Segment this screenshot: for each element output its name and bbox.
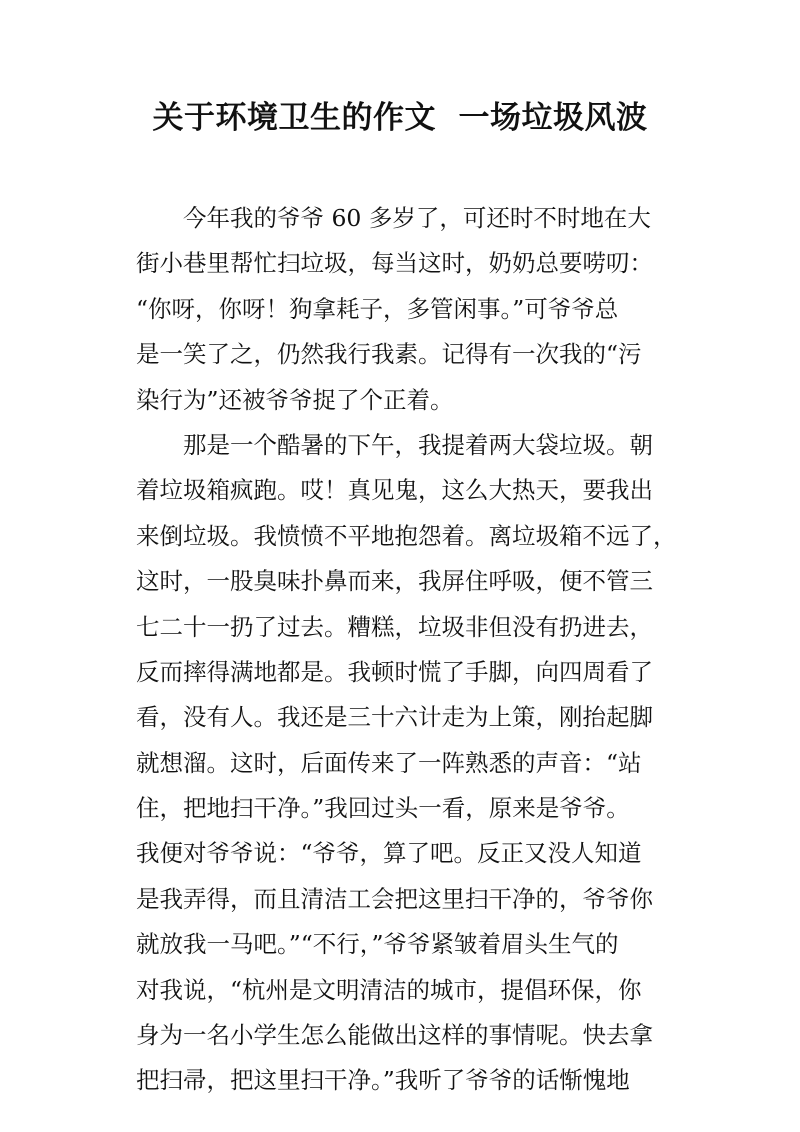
paragraph-1-line-2: 街小巷里帮忙扫垃圾，每当这时，奶奶总要唠叨：	[136, 249, 653, 278]
paragraph-2-line-2: 着垃圾箱疯跑。哎！真见鬼，这么大热天，要我出	[136, 476, 653, 505]
paragraph-2-line-12: 就放我一马吧。”“不行，”爷爷紧皱着眉头生气的	[136, 930, 619, 959]
paragraph-2-line-1: 那是一个酷暑的下午，我提着两大袋垃圾。朝	[183, 430, 653, 459]
paragraph-2-line-5: 七二十一扔了过去。糟糕，垃圾非但没有扔进去，	[136, 612, 653, 641]
paragraph-2-line-4: 这时，一股臭味扑鼻而来，我屏住呼吸，便不管三	[136, 567, 653, 596]
paragraph-1-line-5: 染行为”还被爷爷捉了个正着。	[136, 385, 454, 414]
paragraph-2-line-15: 把扫帚，把这里扫干净。”我听了爷爷的话惭愧地	[136, 1066, 630, 1095]
paragraph-2-line-10: 我便对爷爷说：“爷爷，算了吧。反正又没人知道	[136, 839, 642, 868]
paragraph-2-line-6: 反而摔得满地都是。我顿时慌了手脚，向四周看了	[136, 657, 653, 686]
paragraph-2-line-9: 住，把地扫干净。”我回过头一看，原来是爷爷。	[136, 794, 630, 823]
paragraph-2-line-11: 是我弄得，而且清洁工会把这里扫干净的，爷爷你	[136, 884, 653, 913]
paragraph-1-line-4: 是一笑了之，仍然我行我素。记得有一次我的“污	[136, 340, 642, 369]
paragraph-2-line-8: 就想溜。这时，后面传来了一阵熟悉的声音：“站	[136, 748, 642, 777]
document-body	[136, 196, 676, 1104]
document-title: 关于环境卫生的作文 一场垃圾风波	[152, 100, 648, 136]
paragraph-2-line-13: 对我说，“杭州是文明清洁的城市，提倡环保，你	[136, 975, 642, 1004]
paragraph-1-line-3: “你呀，你呀！狗拿耗子，多管闲事。”可爷爷总	[136, 294, 619, 323]
paragraph-2-line-7: 看，没有人。我还是三十六计走为上策，刚抬起脚	[136, 703, 653, 732]
paragraph-2-line-14: 身为一名小学生怎么能做出这样的事情呢。快去拿	[136, 1021, 653, 1050]
paragraph-1-line-1: 今年我的爷爷 60 多岁了，可还时不时地在大	[183, 204, 651, 232]
paragraph-2-line-3: 来倒垃圾。我愤愤不平地抱怨着。离垃圾箱不远了，	[136, 521, 677, 550]
